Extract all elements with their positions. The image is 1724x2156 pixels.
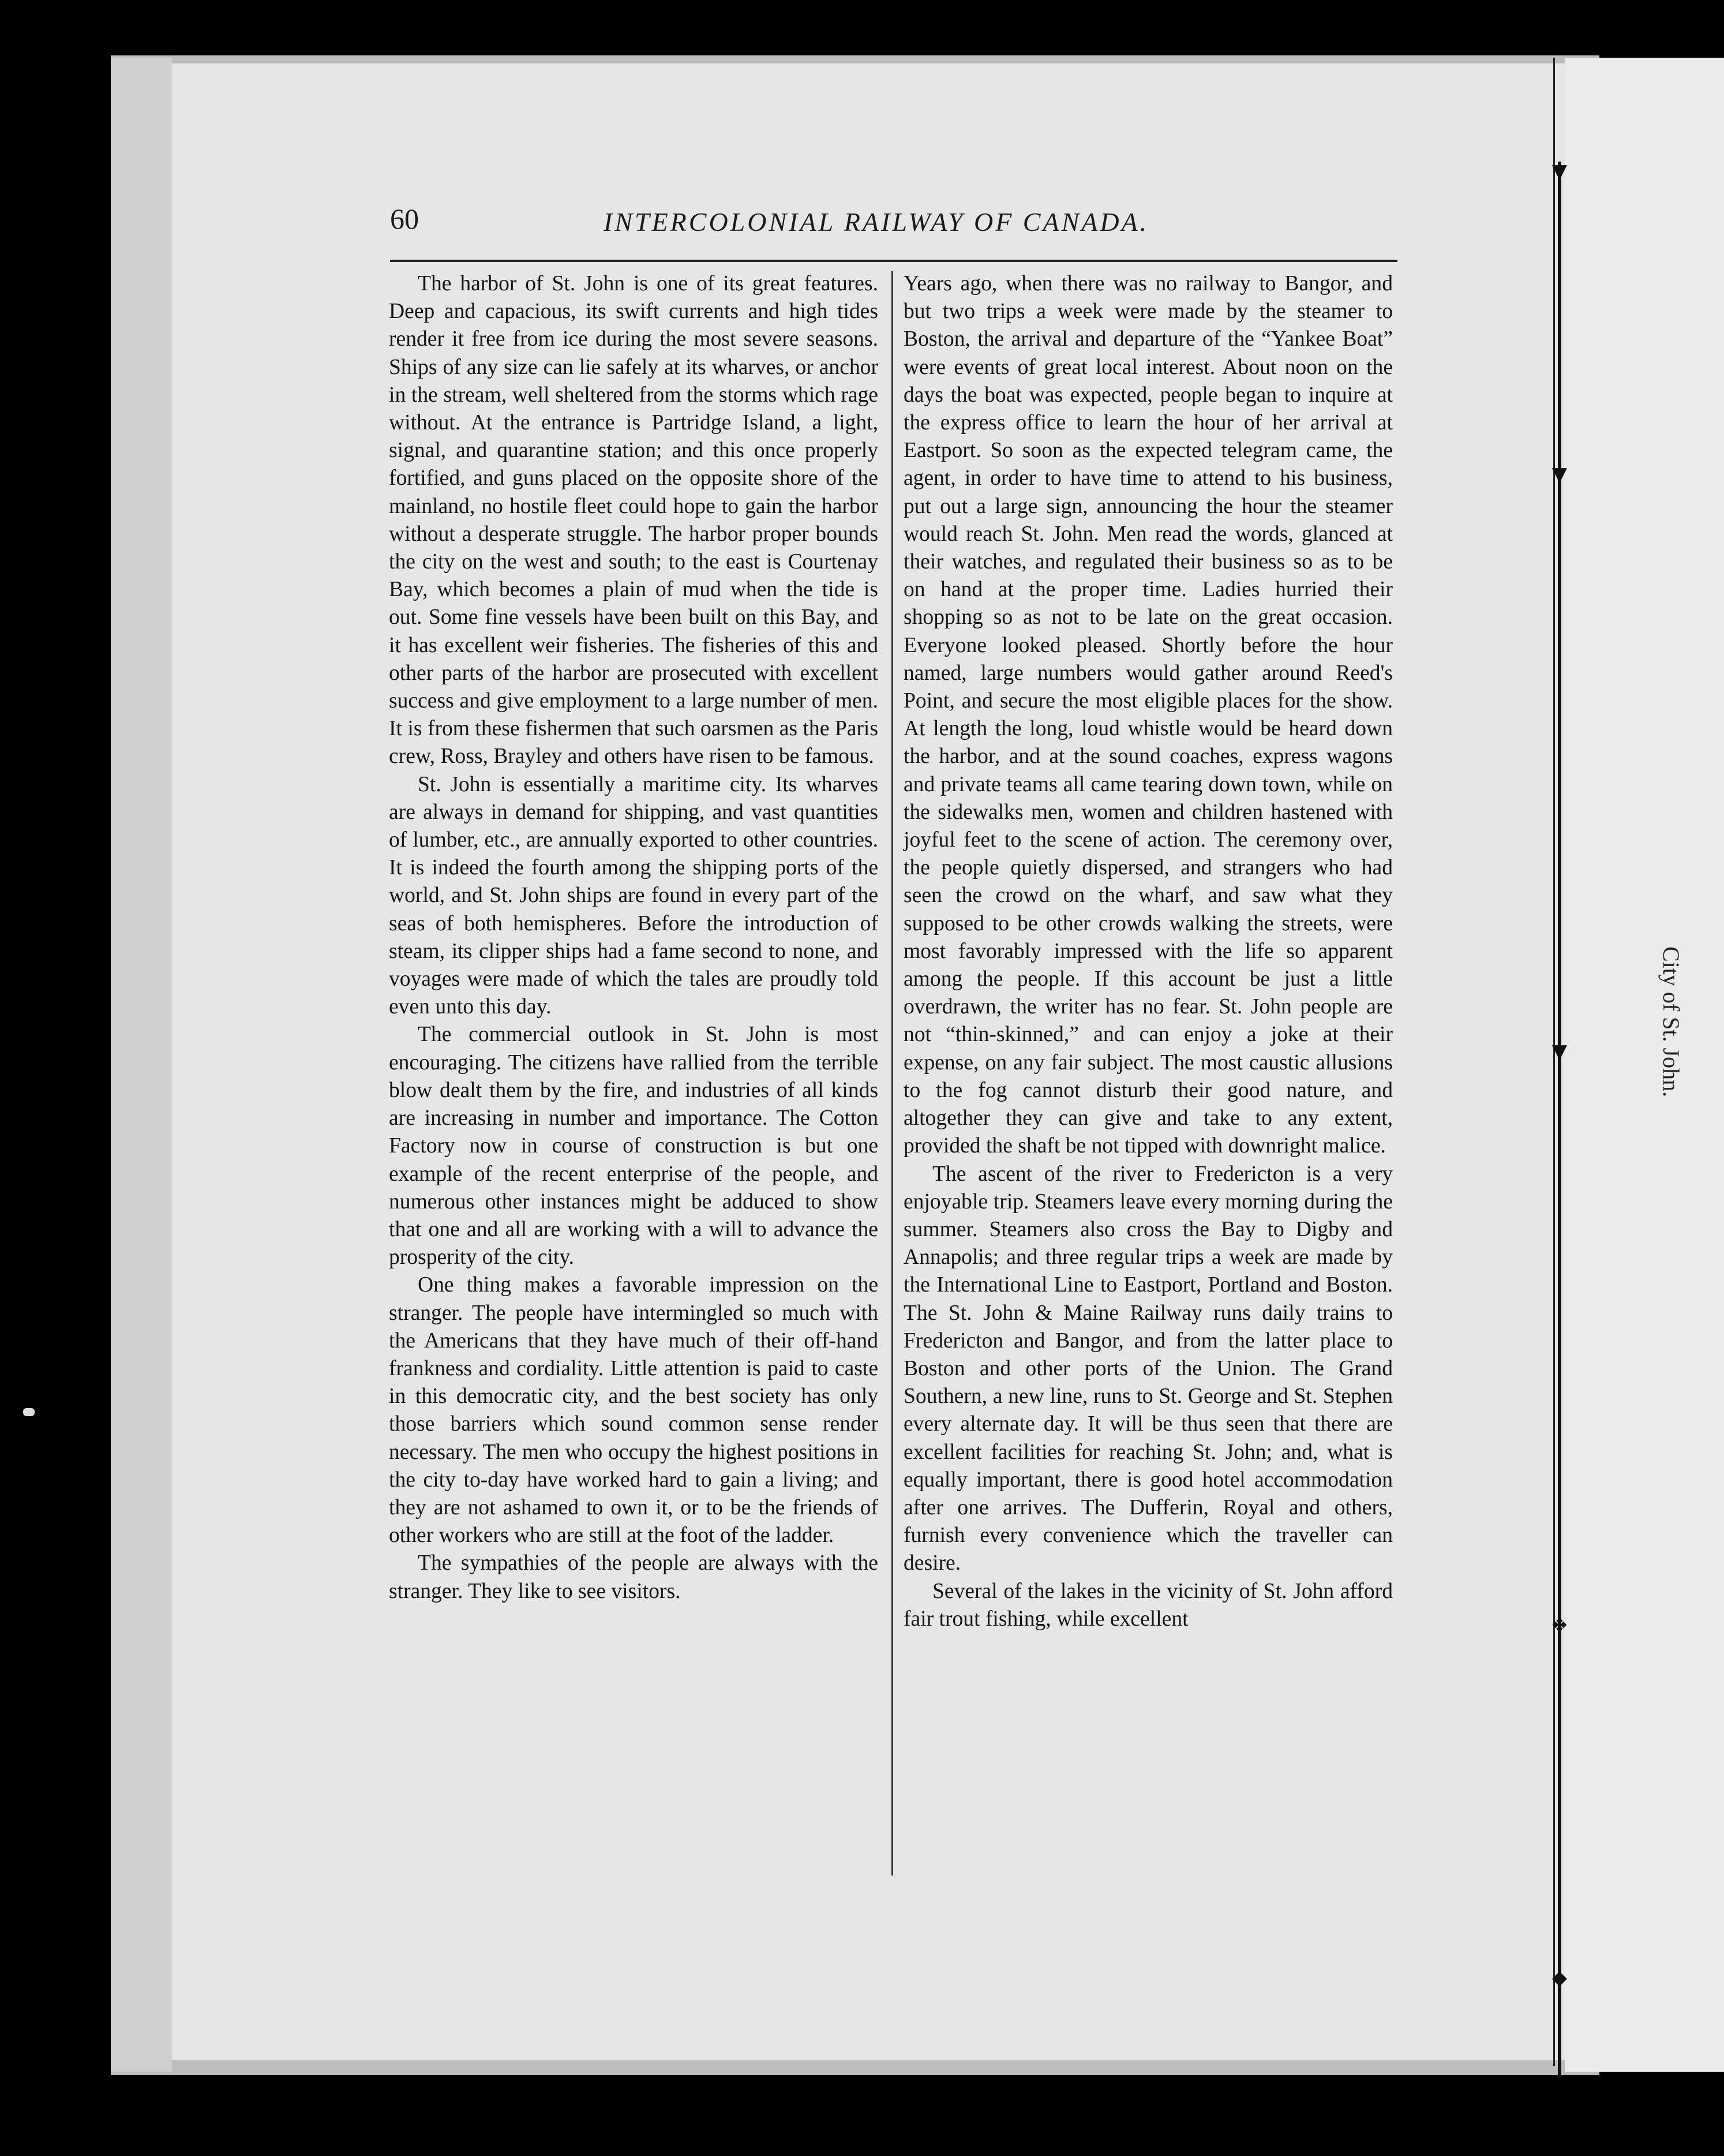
page-number: 60 bbox=[390, 203, 419, 235]
right-column bbox=[904, 270, 1393, 1633]
header-rule bbox=[390, 260, 1397, 262]
paragraph: The ascent of the river to Fredericton is a very enjoyable trip. Steamers leave every morning during the summer. Steamers also cross the Bay to Digby and Annapolis; and three regular trips a week are made by the International Line to Eastport, Portland and Boston. The St. John & Maine Railway runs daily trains to Fredericton and Bangor, and from the latter place to Boston and other ports of the Union. The Grand Southern, a new line, runs to St. George and St. Stephen every alternate day. It will be thus seen that there are excellent facilities for reaching St. John; and, what is equally important, there is good hotel accommodation after one arrives. The Dufferin, Royal and others, furnish every convenience which the traveller can desire. bbox=[904, 1162, 1393, 1575]
paragraph: One thing makes a favorable impression on the stranger. The people have intermingled so much with the Americans that they have much of their off-hand frankness and cordiality. Little attention is paid to caste in this democratic city, and the best society has only those barriers which sound common sense render necessary. The men who occupy the highest positions in the city to-day have worked hard to gain a living; and they are not ashamed to own it, or to be the friends of other workers who are still at the foot of the ladder. bbox=[389, 1273, 878, 1548]
side-caption: City of St. John. bbox=[1658, 946, 1684, 1098]
left-column bbox=[389, 270, 878, 1605]
column-divider bbox=[891, 271, 893, 1876]
paragraph: Several of the lakes in the vicinity of St. John afford fair trout fishing, while excellent bbox=[904, 1579, 1393, 1631]
ornament-icon: ◆ bbox=[1551, 1966, 1568, 1989]
page-header bbox=[390, 202, 1397, 248]
paragraph: The commercial outlook in St. John is most encouraging. The citizens have rallied from the terrible blow dealt them by the fire, and industries of all kinds are increasing in number and importance. The Cotton Factory now in course of construction is but one example of the recent enterprise of the people, and numerous other instances might be adduced to show that one and all are working with a will to advance the prosperity of the city. bbox=[389, 1023, 878, 1270]
dust-speck bbox=[23, 1408, 35, 1416]
running-head: INTERCOLONIAL RAILWAY OF CANADA. bbox=[604, 207, 1149, 237]
paragraph: St. John is essentially a maritime city. Its wharves are always in demand for shipping, and vast quantities of lumber, etc., are annually exported to other countries. It is indeed the fourth among the shipping ports of the world, and St. John ships are found in every part of the seas of both hemispheres. Before the introduction of steam, its clipper ships had a fame second to none, and voyages were made of which the tales are proudly told even unto this day. bbox=[389, 772, 878, 1019]
ornament-icon: ▼ bbox=[1551, 1040, 1568, 1063]
paragraph: The sympathies of the people are always with the stranger. They like to see visitors. bbox=[389, 1551, 878, 1603]
ornament-icon: ▼ bbox=[1551, 463, 1568, 486]
paragraph: Years ago, when there was no railway to Bangor, and but two trips a week were made by the steamer to Boston, the arrival and departure of the “Yankee Boat” were events of great local interest. About noon on the days the boat was expected, people began to inquire at the express office to learn the hour of her arrival at Eastport. So soon as the expected telegram came, the agent, in order to have time to attend to his business, put out a large sign, announcing the hour the steamer would reach St. John. Men read the words, glanced at their watches, and regulated their business so as to be on hand at the proper time. Ladies hurried their shopping so as not to be late on the great occasion. Everyone looked pleased. Shortly before the hour named, large numbers would gather around Reed's Point, and secure the most eligible places for the show. At length the long, loud whistle would be heard down the harbor, and at the sound coaches, express wagons and private teams all came tearing down town, while on the sidewalks men, women and children hastened with joyful feet to the scene of action. The ceremony over, the people quietly dispersed, and strangers who had seen the crowd on the wharf, and saw what they supposed to be other crowds walking the streets, were most favorably impressed with the life so apparent among the people. If this account be just a little overdrawn, the writer has no fear. St. John people are not “thin-skinned,” and can enjoy a joke at their expense, on any fair subject. The most caustic allusions to the fog cannot disturb their good nature, and altogether they can give and take to any extent, provided the shaft be not tipped with downright malice. bbox=[904, 272, 1393, 1158]
ornament-icon: ▼ bbox=[1551, 160, 1568, 183]
page-left-margin-strip bbox=[111, 58, 172, 2072]
decorative-border-rule bbox=[1558, 162, 1561, 2078]
paragraph: The harbor of St. John is one of its great features. Deep and capacious, its swift currents and high tides render it free from ice during the most severe seasons. Ships of any size can lie safely at its wharves, or anchor in the stream, well sheltered from the storms which rage without. At the entrance is Partridge Island, a light, signal, and quarantine station; and this once properly fortified, and guns placed on the opposite shore of the mainland, no hostile fleet could hope to gain the harbor without a desperate struggle. The harbor proper bounds the city on the west and south; to the east is Courtenay Bay, which becomes a plain of mud when the tide is out. Some fine vessels have been built on this Bay, and it has excellent weir fisheries. The fisheries of this and other parts of the harbor are prosecuted with excellent success and give employment to a large number of men. It is from these fishermen that such oarsmen as the Paris crew, Ross, Brayley and others have risen to be famous. bbox=[389, 272, 878, 769]
ornament-icon: ❖ bbox=[1550, 1614, 1569, 1637]
facing-page-edge bbox=[1565, 58, 1724, 2072]
